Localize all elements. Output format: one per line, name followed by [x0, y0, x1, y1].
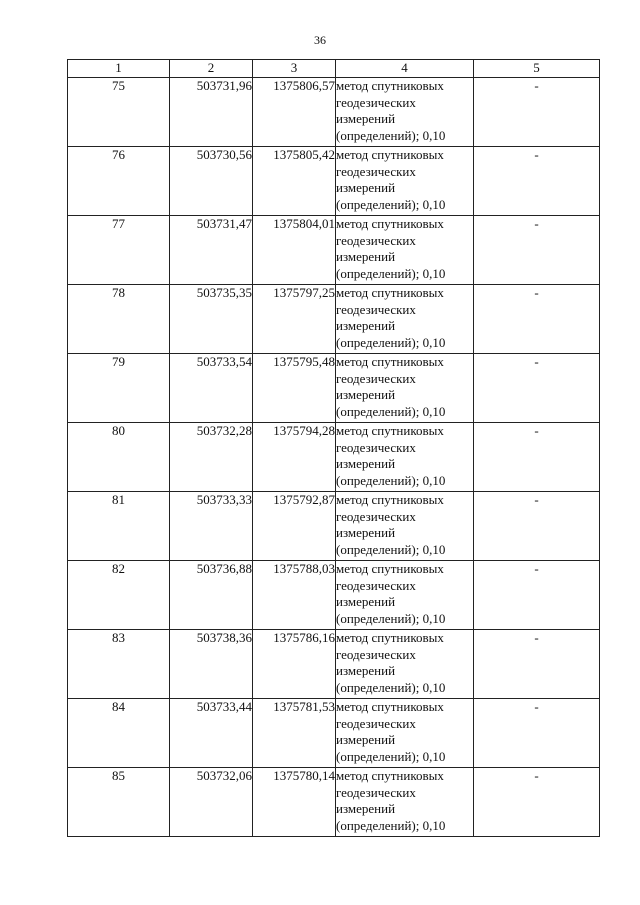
point-number-cell: 76: [68, 147, 170, 216]
table-row: [68, 630, 600, 699]
point-number-cell: 83: [68, 630, 170, 699]
table-header-row: [68, 60, 600, 78]
method-text-line: метод спутниковых: [336, 561, 444, 576]
method-cell: [336, 78, 474, 147]
method-text-line: (определений); 0,10: [336, 610, 446, 626]
table-row: [68, 147, 600, 216]
point-number-cell: 82: [68, 561, 170, 630]
coordinate-x-cell: 503736,88: [170, 561, 253, 630]
method-text-line: (определений); 0,10: [336, 127, 446, 143]
coordinate-x-cell: 503733,54: [170, 354, 253, 423]
table-row: [68, 78, 600, 147]
point-number-cell: 80: [68, 423, 170, 492]
method-text-line: (определений); 0,10: [336, 196, 446, 212]
method-text-line: метод спутниковых: [336, 147, 444, 162]
table-row: [68, 423, 600, 492]
note-cell: -: [474, 216, 600, 285]
point-number-cell: 81: [68, 492, 170, 561]
method-text-line: метод спутниковых: [336, 78, 444, 93]
note-cell: -: [474, 492, 600, 561]
column-header-4: 4: [336, 60, 474, 78]
coordinate-y-cell: 1375788,03: [253, 561, 336, 630]
method-text-line: измерений: [336, 456, 396, 471]
point-number-cell: 84: [68, 699, 170, 768]
method-text-line: геодезических: [336, 508, 416, 524]
table-row: [68, 768, 600, 837]
method-text-line: измерений: [336, 249, 396, 264]
coordinate-y-cell: 1375804,01: [253, 216, 336, 285]
method-cell: [336, 492, 474, 561]
table-body: [68, 78, 600, 837]
coordinate-x-cell: 503731,47: [170, 216, 253, 285]
table-row: [68, 216, 600, 285]
method-text-line: геодезических: [336, 232, 416, 248]
coordinate-y-cell: 1375805,42: [253, 147, 336, 216]
method-text-line: измерений: [336, 111, 396, 126]
point-number-cell: 85: [68, 768, 170, 837]
point-number-cell: 77: [68, 216, 170, 285]
coordinate-y-cell: 1375795,48: [253, 354, 336, 423]
coordinate-x-cell: 503733,44: [170, 699, 253, 768]
method-cell: [336, 285, 474, 354]
method-text-line: геодезических: [336, 94, 416, 110]
note-cell: -: [474, 147, 600, 216]
method-text-line: метод спутниковых: [336, 492, 444, 507]
note-cell: -: [474, 423, 600, 492]
coordinate-x-cell: 503732,28: [170, 423, 253, 492]
coordinate-y-cell: 1375780,14: [253, 768, 336, 837]
note-cell: -: [474, 285, 600, 354]
method-text-line: (определений); 0,10: [336, 679, 446, 695]
method-text-line: геодезических: [336, 715, 416, 731]
method-text-line: геодезических: [336, 370, 416, 386]
method-cell: [336, 630, 474, 699]
method-text-line: метод спутниковых: [336, 423, 444, 438]
coordinate-y-cell: 1375794,28: [253, 423, 336, 492]
coordinate-x-cell: 503732,06: [170, 768, 253, 837]
point-number-cell: 75: [68, 78, 170, 147]
method-text-line: измерений: [336, 180, 396, 195]
coordinate-x-cell: 503730,56: [170, 147, 253, 216]
column-header-2: 2: [170, 60, 253, 78]
table-row: [68, 354, 600, 423]
method-text-line: (определений); 0,10: [336, 817, 446, 833]
method-text-line: измерений: [336, 387, 396, 402]
note-cell: -: [474, 699, 600, 768]
method-text-line: измерений: [336, 594, 396, 609]
method-text-line: (определений); 0,10: [336, 541, 446, 557]
method-text-line: (определений); 0,10: [336, 334, 446, 350]
method-cell: [336, 561, 474, 630]
table-row: [68, 699, 600, 768]
coordinate-y-cell: 1375797,25: [253, 285, 336, 354]
table-row: [68, 492, 600, 561]
method-text-line: геодезических: [336, 646, 416, 662]
method-text-line: геодезических: [336, 577, 416, 593]
coordinates-table: [67, 59, 600, 837]
method-text-line: метод спутниковых: [336, 630, 444, 645]
table-row: [68, 285, 600, 354]
coordinate-x-cell: 503731,96: [170, 78, 253, 147]
method-text-line: (определений); 0,10: [336, 265, 446, 281]
coordinate-y-cell: 1375806,57: [253, 78, 336, 147]
method-cell: [336, 216, 474, 285]
method-cell: [336, 423, 474, 492]
coordinate-x-cell: 503733,33: [170, 492, 253, 561]
method-text-line: измерений: [336, 318, 396, 333]
method-text-line: метод спутниковых: [336, 354, 444, 369]
note-cell: -: [474, 78, 600, 147]
column-header-5: 5: [474, 60, 600, 78]
coordinate-y-cell: 1375786,16: [253, 630, 336, 699]
method-text-line: (определений); 0,10: [336, 748, 446, 764]
method-text-line: метод спутниковых: [336, 699, 444, 714]
method-text-line: геодезических: [336, 163, 416, 179]
note-cell: -: [474, 354, 600, 423]
method-text-line: метод спутниковых: [336, 216, 444, 231]
method-cell: [336, 699, 474, 768]
column-header-3: 3: [253, 60, 336, 78]
method-text-line: геодезических: [336, 301, 416, 317]
page-number: 36: [314, 33, 326, 47]
method-text-line: измерений: [336, 525, 396, 540]
coordinate-x-cell: 503738,36: [170, 630, 253, 699]
method-text-line: измерений: [336, 801, 396, 816]
method-text-line: измерений: [336, 732, 396, 747]
note-cell: -: [474, 768, 600, 837]
method-text-line: измерений: [336, 663, 396, 678]
point-number-cell: 78: [68, 285, 170, 354]
column-header-1: 1: [68, 60, 170, 78]
note-cell: -: [474, 630, 600, 699]
coordinate-y-cell: 1375792,87: [253, 492, 336, 561]
method-text-line: (определений); 0,10: [336, 403, 446, 419]
method-text-line: геодезических: [336, 439, 416, 455]
point-number-cell: 79: [68, 354, 170, 423]
method-text-line: метод спутниковых: [336, 768, 444, 783]
method-text-line: (определений); 0,10: [336, 472, 446, 488]
coordinate-x-cell: 503735,35: [170, 285, 253, 354]
note-cell: -: [474, 561, 600, 630]
method-text-line: метод спутниковых: [336, 285, 444, 300]
method-cell: [336, 354, 474, 423]
method-text-line: геодезических: [336, 784, 416, 800]
method-cell: [336, 147, 474, 216]
method-cell: [336, 768, 474, 837]
table-row: [68, 561, 600, 630]
coordinate-y-cell: 1375781,53: [253, 699, 336, 768]
